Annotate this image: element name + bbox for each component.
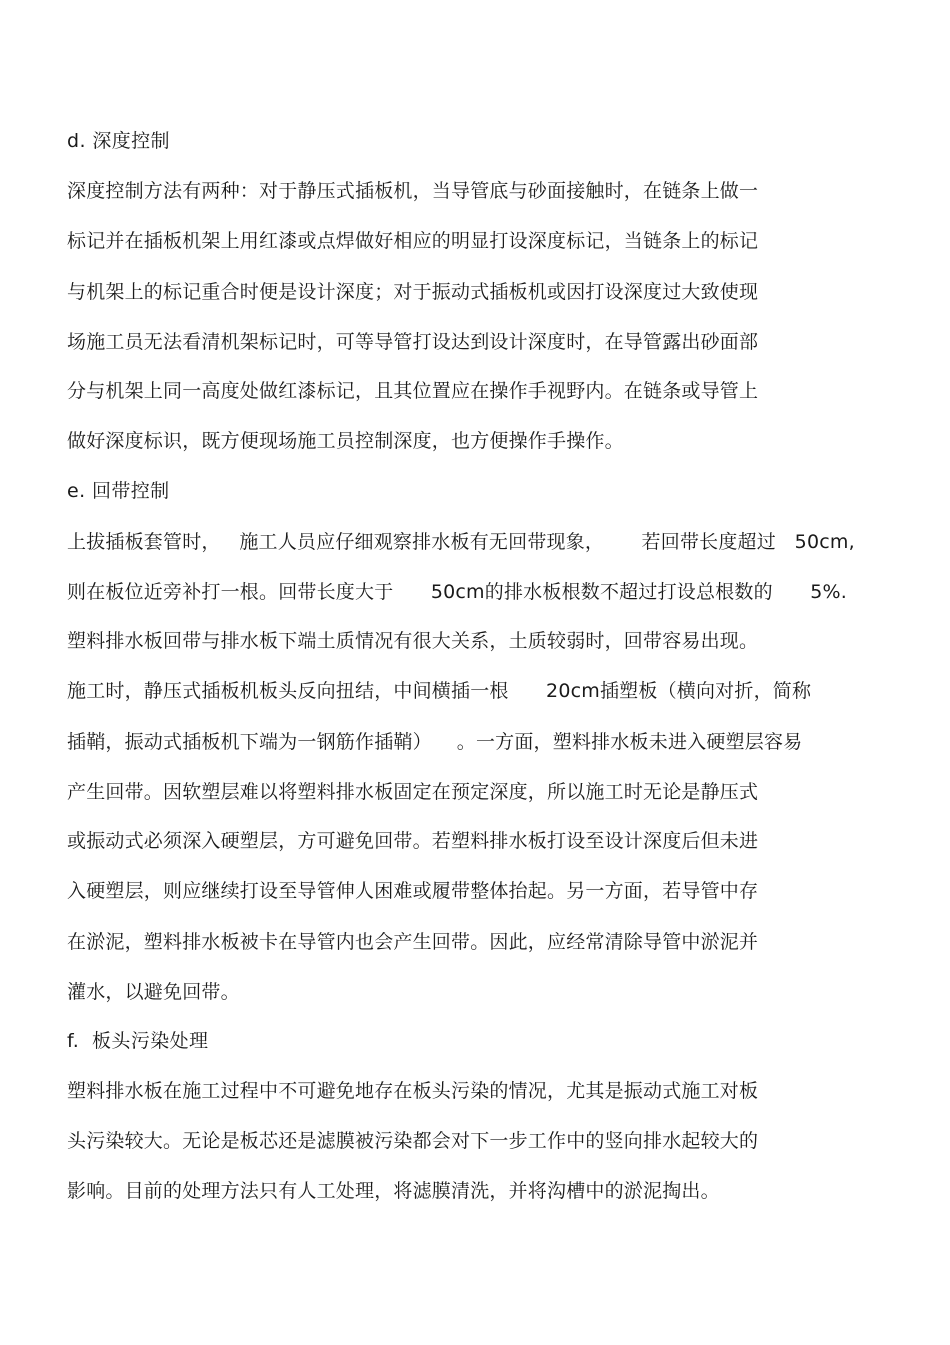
paragraph-line: 或振动式必须深入硬塑层，方可避免回带。若塑料排水板打设至设计深度后但未进 [67,830,759,852]
paragraph-line: 影响。目前的处理方法只有人工处理，将滤膜清洗，并将沟槽中的淤泥掏出。 [67,1180,720,1202]
paragraph-line: 做好深度标识，既方便现场施工员控制深度，也方便操作手操作。 [67,430,624,452]
paragraph-line: 场施工员无法看清机架标记时，可等导管打设达到设计深度时，在导管露出砂面部 [67,331,759,353]
paragraph-line: 深度控制方法有两种：对于静压式插板机，当导管底与砂面接触时，在链条上做一 [67,180,759,202]
paragraph-line: 标记并在插板机架上用红漆或点焊做好相应的明显打设深度标记，当链条上的标记 [67,230,759,252]
paragraph-line: 与机架上的标记重合时便是设计深度；对于振动式插板机或因打设深度过大致使现 [67,281,759,303]
paragraph-line: 入硬塑层，则应继续打设至导管伸人困难或履带整体抬起。另一方面，若导管中存 [67,880,759,902]
paragraph-line: 则在板位近旁补打一根。回带长度大于 50cm的排水板根数不超过打设总根数的 5%. [67,581,847,603]
paragraph-line: 灌水，以避免回带。 [67,981,240,1003]
section-heading-e: e. 回带控制 [67,480,170,502]
paragraph-line: 塑料排水板在施工过程中不可避免地存在板头污染的情况，尤其是振动式施工对板 [67,1080,759,1102]
paragraph-line: 上拔插板套管时， 施工人员应仔细观察排水板有无回带现象， 若回带长度超过 50cm, [67,531,855,553]
paragraph-line: 头污染较大。无论是板芯还是滤膜被污染都会对下一步工作中的竖向排水起较大的 [67,1130,759,1152]
paragraph-line: 施工时，静压式插板机板头反向扭结，中间横插一根 20cm插塑板（横向对折，简称 [67,680,812,702]
paragraph-line: 塑料排水板回带与排水板下端土质情况有很大关系，土质较弱时，回带容易出现。 [67,630,759,652]
paragraph-line: 插鞘，振动式插板机下端为一钢筋作插鞘） 。一方面，塑料排水板未进入硬塑层容易 [67,731,803,753]
section-heading-d: d. 深度控制 [67,130,170,152]
paragraph-line: 产生回带。因软塑层难以将塑料排水板固定在预定深度，所以施工时无论是静压式 [67,781,759,803]
paragraph-line: 在淤泥，塑料排水板被卡在导管内也会产生回带。因此，应经常清除导管中淤泥并 [67,931,759,953]
section-heading-f: f. 板头污染处理 [67,1030,209,1052]
paragraph-line: 分与机架上同一高度处做红漆标记，且其位置应在操作手视野内。在链条或导管上 [67,380,759,402]
